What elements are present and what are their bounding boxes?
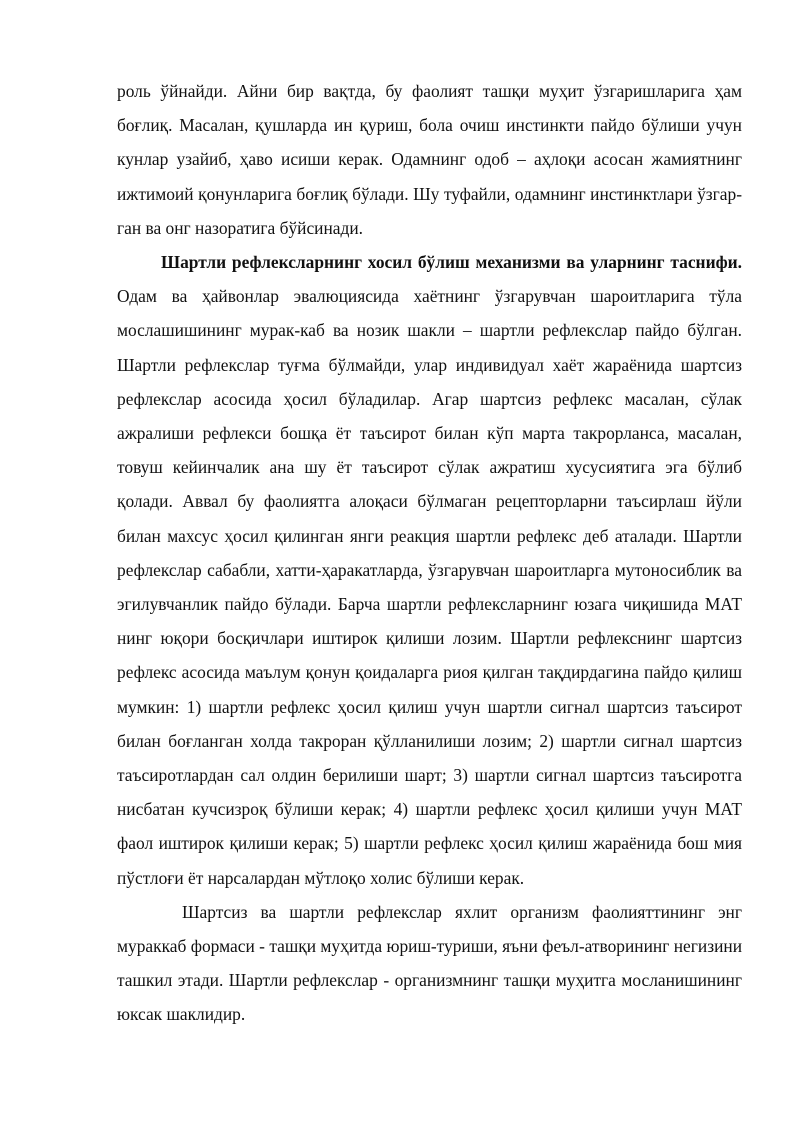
paragraph-body: Одам ва ҳайвонлар эвалюциясида хаётнинг ўзгарувчан шароитларига тўла мослашишининг мурак-каб ва нозик шакли – шартли рефлекслар пайдо бўлган. Шартли рефлекслар туғма бўлмайди, улар индивидуал хаёт жараёнида шартсиз рефлекслар асосида ҳосил бўладилар. Агар шартсиз рефлекс масалан, сўлак ажралиши рефлекси бошқа ёт таъсирот билан кўп марта такрорланса, масалан, товуш кейинчалик ана шу ёт таъсирот сўлак ажратиш хусусиятига эга бўлиб қолади. Аввал бу фаолиятга алоқаси бўлмаган рецепторларни таъсирлаш йўли билан махсус ҳосил қилинган янги реакция шартли рефлекс деб аталади. Шартли рефлекслар сабабли, хатти-ҳаракатларда, ўзгарувчан шароитларга мутоносиблик ва эгилувчанлик пайдо бўлади. Барча шартли рефлексларнинг юзага чиқишида МАТ нинг юқори босқичлари иштирок қилиши лозим. Шартли рефлекснинг шартсиз рефлекс асосида маълум қонун қоидаларга риоя қилган тақдирдагина пайдо қилиш мумкин: 1) шартли рефлекс ҳосил қилиш учун шартли сигнал шартсиз таъсирот билан боғланган холда такроран қўлланилиши лозим; 2) шартли сигнал шартсиз таъсиротлардан сал олдин берилиши шарт; 3) шартли сигнал шартсиз таъсиротга нисбатан кучсизроқ бўлиши керак; 4) шартли рефлекс ҳосил қилиши учун МАТ фаол иштирок қилиши керак; 5) шартли рефлекс ҳосил қилиш жараёнида бош мия пўстлоғи ёт нарсалардан мўтлоқо холис бўлиши керак. — [117, 286, 742, 888]
paragraph-instincts: роль ўйнайди. Айни бир вақтда, бу фаолият ташқи муҳит ўзгаришларига ҳам боғлиқ. Масалан, қушларда ин қуриш, бола очиш инстинкти пайдо бўлиши учун кунлар узайиб, ҳаво исиши керак. Одамнинг одоб – аҳлоқи асосан жамиятнинг ижтимоий қонунларига боғлиқ бўлади. Шу туфайли, одамнинг инстинктлари ўзгар-ган ва онг назоратига бўйсинади. — [117, 81, 742, 238]
document-page — [117, 74, 742, 1032]
section-heading: Шартли рефлексларнинг хосил бўлиш механизми ва уларнинг таснифи. — [161, 252, 742, 273]
paragraph-conclusion: Шартсиз ва шартли рефлекслар яхлит организм фаолияттининг энг мураккаб формаси - ташқи муҳитда юриш-туриши, яъни феъл-атворининг негизини ташкил этади. Шартли рефлекслар - организмнинг ташқи муҳитга мосланишининг юксак шаклидир. — [117, 901, 742, 1025]
paragraph-conditioned-reflexes — [117, 245, 742, 895]
